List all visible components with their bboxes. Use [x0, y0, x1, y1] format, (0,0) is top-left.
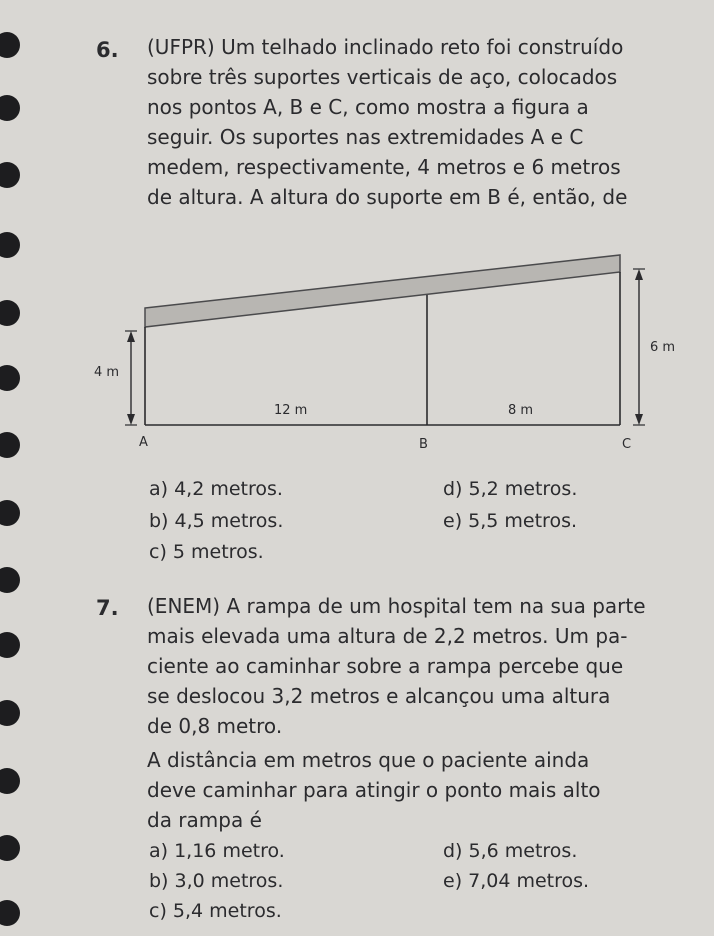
text-line: deve caminhar para atingir o ponto mais alto	[147, 778, 601, 802]
binding-hole	[0, 835, 20, 861]
question-7-statement	[147, 591, 672, 741]
distance-bc-label: 8 m	[508, 403, 534, 418]
binding-hole	[0, 900, 20, 926]
option-d: d) 5,6 metros.	[443, 840, 578, 862]
text-line: A distância em metros que o paciente ainda	[147, 748, 590, 772]
arrow-head-down	[127, 414, 135, 425]
text-line: sobre três suportes verticais de aço, colocados	[147, 65, 618, 89]
text-line: mais elevada uma altura de 2,2 metros. Um pa-	[147, 624, 628, 648]
text-line: medem, respectivamente, 4 metros e 6 metros	[147, 155, 621, 179]
option-a: a) 4,2 metros.	[149, 478, 283, 500]
text-line: ciente ao caminhar sobre a rampa percebe que	[147, 654, 624, 678]
distance-ab-label: 12 m	[274, 403, 308, 418]
text-line: (ENEM) A rampa de um hospital tem na sua parte	[147, 594, 646, 618]
text-line: (UFPR) Um telhado inclinado reto foi construído	[147, 35, 624, 59]
text-line: se deslocou 3,2 metros e alcançou uma altura	[147, 684, 611, 708]
text-line: nos pontos A, B e C, como mostra a figura a	[147, 95, 589, 119]
text-line: da rampa é	[147, 808, 262, 832]
text-line: de altura. A altura do suporte em B é, então, de	[147, 185, 628, 209]
option-e: e) 5,5 metros.	[443, 510, 578, 532]
option-a: a) 1,16 metro.	[149, 840, 285, 862]
question-7-prompt	[147, 745, 672, 835]
height-a-label: 4 m	[94, 365, 120, 380]
option-e: e) 7,04 metros.	[443, 870, 590, 892]
option-c: c) 5,4 metros.	[149, 900, 282, 922]
binding-hole	[0, 500, 20, 526]
option-b: b) 3,0 metros.	[149, 870, 284, 892]
binding-hole	[0, 567, 20, 593]
question-6-number: 6.	[96, 38, 119, 62]
text-line: de 0,8 metro.	[147, 714, 283, 738]
height-c-label: 6 m	[650, 340, 676, 355]
point-b-label: B	[419, 437, 428, 452]
roof-slab	[145, 255, 620, 327]
binding-hole	[0, 632, 20, 658]
text-line: seguir. Os suportes nas extremidades A e C	[147, 125, 584, 149]
binding-hole	[0, 768, 20, 794]
question-7-number: 7.	[96, 596, 119, 620]
arrow-head-up	[127, 331, 135, 342]
arrow-head-down	[635, 414, 643, 425]
option-b: b) 4,5 metros.	[149, 510, 284, 532]
binding-hole	[0, 700, 20, 726]
point-a-label: A	[139, 435, 148, 450]
point-c-label: C	[622, 437, 632, 452]
option-d: d) 5,2 metros.	[443, 478, 578, 500]
arrow-head-up	[635, 269, 643, 280]
option-c: c) 5 metros.	[149, 541, 264, 563]
